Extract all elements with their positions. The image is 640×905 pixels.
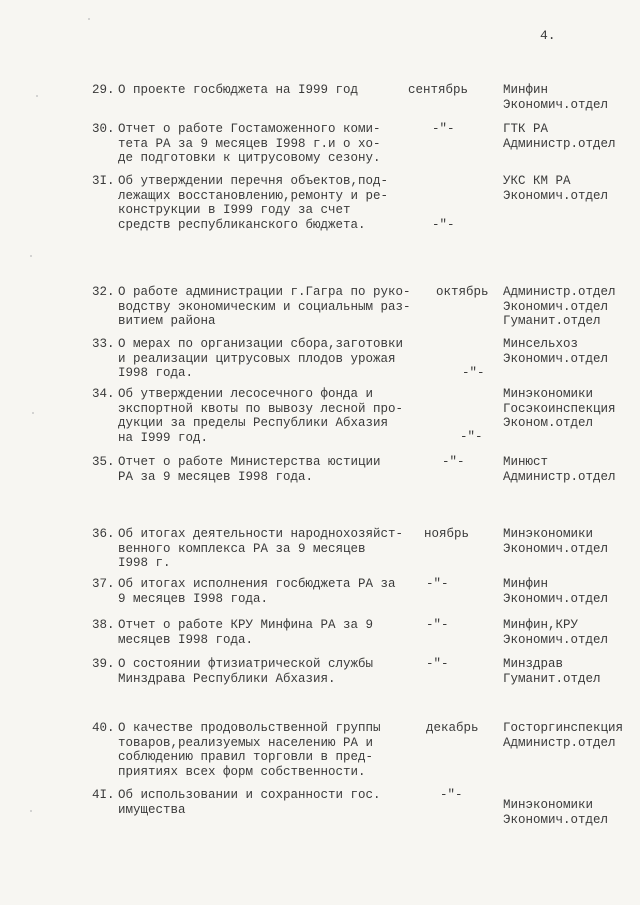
item-text: О качестве продовольственной группы товаров,реализуемых населению РА и соблюдению правил торговли в пред- приятиях всех форм собственности. bbox=[118, 721, 381, 779]
item-number: 29. bbox=[92, 83, 115, 97]
item-text: Об итогах исполнения госбюджета РА за 9 месяцев I998 года. bbox=[118, 577, 396, 606]
item-number: 39. bbox=[92, 657, 115, 671]
item-text: Об итогах деятельности народнохозяйст- венного комплекса РА за 9 месяцев I998 г. bbox=[118, 527, 404, 570]
item-text: Отчет о работе КРУ Минфина РА за 9 месяцев I998 года. bbox=[118, 618, 374, 647]
item-term: -"- bbox=[426, 618, 449, 632]
scan-speck bbox=[88, 18, 90, 20]
item-number: 40. bbox=[92, 721, 115, 735]
item-term: -"- bbox=[460, 430, 483, 444]
item-responsible: ГТК РА Администр.отдел bbox=[503, 122, 616, 151]
item-number: 36. bbox=[92, 527, 115, 541]
item-responsible: Минфин,КРУ Экономич.отдел bbox=[503, 618, 609, 647]
item-term: -"- bbox=[442, 455, 465, 469]
item-responsible: Минфин Экономич.отдел bbox=[503, 577, 609, 606]
item-responsible: Минэкономики Экономич.отдел bbox=[503, 798, 609, 827]
item-responsible: Минэкономики Госэкоинспекция Эконом.отдел bbox=[503, 387, 616, 430]
item-responsible: Минэкономики Экономич.отдел bbox=[503, 527, 609, 556]
item-number: 37. bbox=[92, 577, 115, 591]
item-term: -"- bbox=[426, 577, 449, 591]
item-number: 30. bbox=[92, 122, 115, 136]
item-number: 38. bbox=[92, 618, 115, 632]
item-responsible: Минздрав Гуманит.отдел bbox=[503, 657, 601, 686]
item-number: 32. bbox=[92, 285, 115, 299]
scan-speck bbox=[36, 95, 38, 97]
item-term: декабрь bbox=[426, 721, 479, 735]
item-term: -"- bbox=[432, 122, 455, 136]
item-term: -"- bbox=[462, 366, 485, 380]
page-number: 4. bbox=[540, 28, 556, 43]
item-term: октябрь bbox=[436, 285, 489, 299]
item-term: ноябрь bbox=[424, 527, 470, 541]
item-term: сентябрь bbox=[408, 83, 469, 97]
item-text: О проекте госбюджета на I999 год bbox=[118, 83, 359, 97]
scan-speck bbox=[30, 810, 32, 812]
item-text: Об утверждении лесосечного фонда и экспортной квоты по вывозу лесной про- дукции за пределы Республики Абхазия на I999 год. bbox=[118, 387, 404, 445]
item-responsible: Администр.отдел Экономич.отдел Гуманит.отдел bbox=[503, 285, 616, 328]
item-term: -"- bbox=[426, 657, 449, 671]
item-responsible: Госторгинспекция Администр.отдел bbox=[503, 721, 624, 750]
item-text: Об использовании и сохранности гос. имущества bbox=[118, 788, 381, 817]
item-text: О мерах по организации сбора,заготовки и реализации цитрусовых плодов урожая I998 года. bbox=[118, 337, 404, 380]
item-responsible: Минсельхоз Экономич.отдел bbox=[503, 337, 609, 366]
item-term: -"- bbox=[432, 218, 455, 232]
item-number: 33. bbox=[92, 337, 115, 351]
scan-speck bbox=[30, 255, 32, 257]
item-number: 34. bbox=[92, 387, 115, 401]
item-responsible: УКС КМ РА Экономич.отдел bbox=[503, 174, 609, 203]
item-term: -"- bbox=[440, 788, 463, 802]
item-text: Отчет о работе Гостаможенного коми- тета РА за 9 месяцев I998 г.и о хо- де подготовки к цитрусовому сезону. bbox=[118, 122, 381, 165]
item-responsible: Минфин Экономич.отдел bbox=[503, 83, 609, 112]
item-number: 35. bbox=[92, 455, 115, 469]
item-text: О работе администрации г.Гагра по руко- водству экономическим и социальным раз- витием района bbox=[118, 285, 411, 328]
item-text: О состоянии фтизиатрической службы Минздрава Республики Абхазия. bbox=[118, 657, 374, 686]
item-number: 4I. bbox=[92, 788, 115, 802]
item-text: Об утверждении перечня объектов,под- лежащих восстановлению,ремонту и ре- конструкции в I999 году за счет средств республиканского бюджета. bbox=[118, 174, 389, 232]
item-number: 3I. bbox=[92, 174, 115, 188]
item-responsible: Минюст Администр.отдел bbox=[503, 455, 616, 484]
scan-speck bbox=[32, 412, 34, 414]
item-text: Отчет о работе Министерства юстиции РА за 9 месяцев I998 года. bbox=[118, 455, 381, 484]
